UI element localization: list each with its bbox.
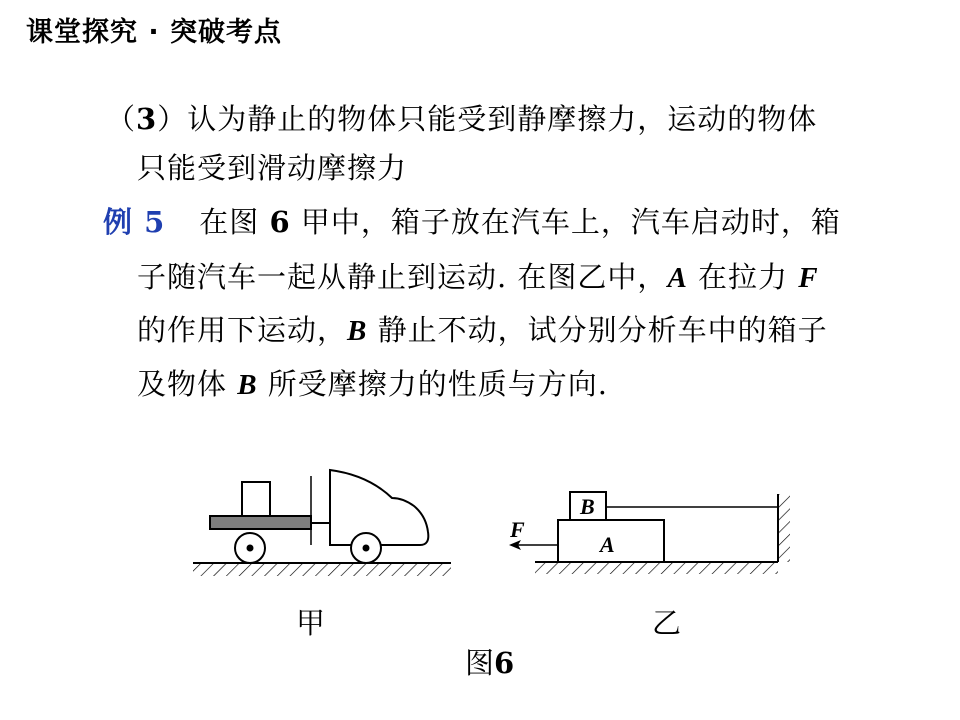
point-3-line-1: （3）认为静止的物体只能受到静摩擦力，运动的物体 bbox=[106, 102, 818, 136]
example-line-2: 子随汽车一起从静止到运动. 在图乙中，A 在拉力 F bbox=[137, 260, 819, 294]
ground-hatch-left bbox=[193, 563, 451, 576]
label-B: B bbox=[580, 494, 595, 519]
example-label: 例 5 bbox=[103, 205, 166, 239]
truck-bed bbox=[210, 516, 311, 529]
wall-hatch bbox=[778, 494, 790, 562]
point-3-line-2: 只能受到滑动摩擦力 bbox=[137, 151, 408, 185]
caption-left: 甲 bbox=[296, 606, 326, 640]
example-line-1: 例 5 在图 6 甲中，箱子放在汽车上，汽车启动时，箱 bbox=[103, 205, 841, 239]
front-wheel-hub bbox=[363, 545, 370, 552]
section-header: 课堂探究 · 突破考点 bbox=[26, 17, 283, 48]
example-line-3: 的作用下运动，B 静止不动，试分别分析车中的箱子 bbox=[137, 313, 828, 347]
example-line-4: 及物体 B 所受摩擦力的性质与方向. bbox=[137, 367, 608, 401]
blocks-figure bbox=[509, 492, 790, 574]
ground-hatch-right bbox=[535, 562, 778, 574]
rear-wheel-hub bbox=[247, 545, 254, 552]
figure-caption: 图6 bbox=[465, 646, 515, 680]
point-3-number: 3 bbox=[136, 102, 158, 136]
caption-right: 乙 bbox=[652, 606, 682, 640]
box-on-truck bbox=[242, 482, 270, 516]
truck-cab bbox=[330, 470, 428, 545]
truck-figure bbox=[193, 470, 451, 576]
label-F: F bbox=[510, 517, 525, 542]
label-A: A bbox=[600, 532, 615, 557]
